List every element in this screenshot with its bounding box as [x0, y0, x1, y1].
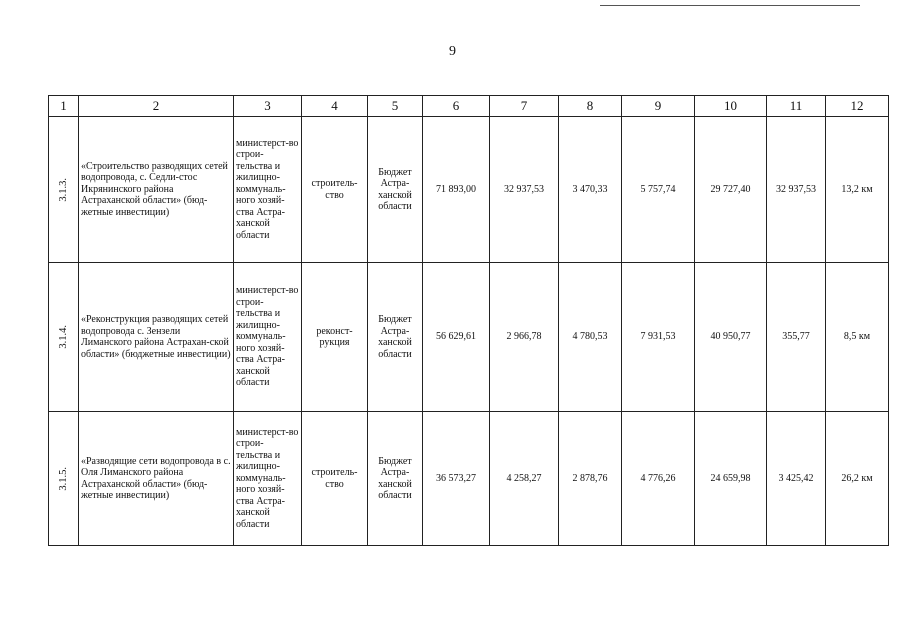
- object-name-cell: «Строительство разводящих сетей водопровода, с. Седли-стос Икрянинского района Астраханской области» (бюд-жетные инвестиции): [79, 117, 234, 263]
- column-header: 4: [302, 96, 368, 117]
- length-cell: 13,2 км: [826, 117, 889, 263]
- row-number-cell: [49, 412, 79, 546]
- row-number-cell: [49, 263, 79, 412]
- work-type-cell: реконст-рукция: [302, 263, 368, 412]
- length-cell: 8,5 км: [826, 263, 889, 412]
- column-header: 9: [622, 96, 695, 117]
- amount-cell: 2 878,76: [559, 412, 622, 546]
- header-rule: [600, 5, 860, 6]
- column-header: 7: [490, 96, 559, 117]
- column-header: 11: [767, 96, 826, 117]
- header-row: [49, 96, 889, 117]
- amount-cell: 24 659,98: [695, 412, 767, 546]
- page-number: 9: [449, 44, 456, 59]
- amount-cell: 4 780,53: [559, 263, 622, 412]
- amount-cell: 29 727,40: [695, 117, 767, 263]
- amount-cell: 71 893,00: [423, 117, 490, 263]
- row-number: 3.1.5.: [57, 466, 69, 491]
- column-header: 6: [423, 96, 490, 117]
- amount-cell: 32 937,53: [490, 117, 559, 263]
- object-name-cell: «Разводящие сети водопровода в с. Оля Лиманского района Астраханской области» (бюд-жетные инвестиции): [79, 412, 234, 546]
- funding-source-cell: Бюджет Астра-ханской области: [368, 412, 423, 546]
- column-header: 5: [368, 96, 423, 117]
- amount-cell: 4 776,26: [622, 412, 695, 546]
- object-name-cell: «Реконструкция разводящих сетей водопровода с. Зензели Лиманского района Астрахан-ской области» (бюджетные инвестиции): [79, 263, 234, 412]
- funding-source-cell: Бюджет Астра-ханской области: [368, 117, 423, 263]
- column-header: 1: [49, 96, 79, 117]
- amount-cell: 40 950,77: [695, 263, 767, 412]
- length-cell: 26,2 км: [826, 412, 889, 546]
- row-number: 3.1.4.: [57, 325, 69, 349]
- customer-cell: министерст-во строи-тельства и жилищно-коммуналь-ного хозяй-ства Астра-ханской области: [234, 117, 302, 263]
- row-number: 3.1.3.: [57, 177, 69, 202]
- column-header: 2: [79, 96, 234, 117]
- customer-cell: министерст-во строи-тельства и жилищно-коммуналь-ного хозяй-ства Астра-ханской области: [234, 412, 302, 546]
- amount-cell: 7 931,53: [622, 263, 695, 412]
- column-header: 8: [559, 96, 622, 117]
- funding-source-cell: Бюджет Астра-ханской области: [368, 263, 423, 412]
- column-header: 10: [695, 96, 767, 117]
- column-header: 3: [234, 96, 302, 117]
- table-row: [49, 263, 889, 412]
- amount-cell: 4 258,27: [490, 412, 559, 546]
- amount-cell: 5 757,74: [622, 117, 695, 263]
- work-type-cell: строитель-ство: [302, 412, 368, 546]
- amount-cell: 355,77: [767, 263, 826, 412]
- amount-cell: 36 573,27: [423, 412, 490, 546]
- budget-table: [48, 95, 889, 546]
- amount-cell: 32 937,53: [767, 117, 826, 263]
- table-row: [49, 412, 889, 546]
- amount-cell: 2 966,78: [490, 263, 559, 412]
- column-header: 12: [826, 96, 889, 117]
- row-number-cell: [49, 117, 79, 263]
- work-type-cell: строитель-ство: [302, 117, 368, 263]
- customer-cell: министерст-во строи-тельства и жилищно-коммуналь-ного хозяй-ства Астра-ханской области: [234, 263, 302, 412]
- amount-cell: 3 470,33: [559, 117, 622, 263]
- amount-cell: 56 629,61: [423, 263, 490, 412]
- amount-cell: 3 425,42: [767, 412, 826, 546]
- table-row: [49, 117, 889, 263]
